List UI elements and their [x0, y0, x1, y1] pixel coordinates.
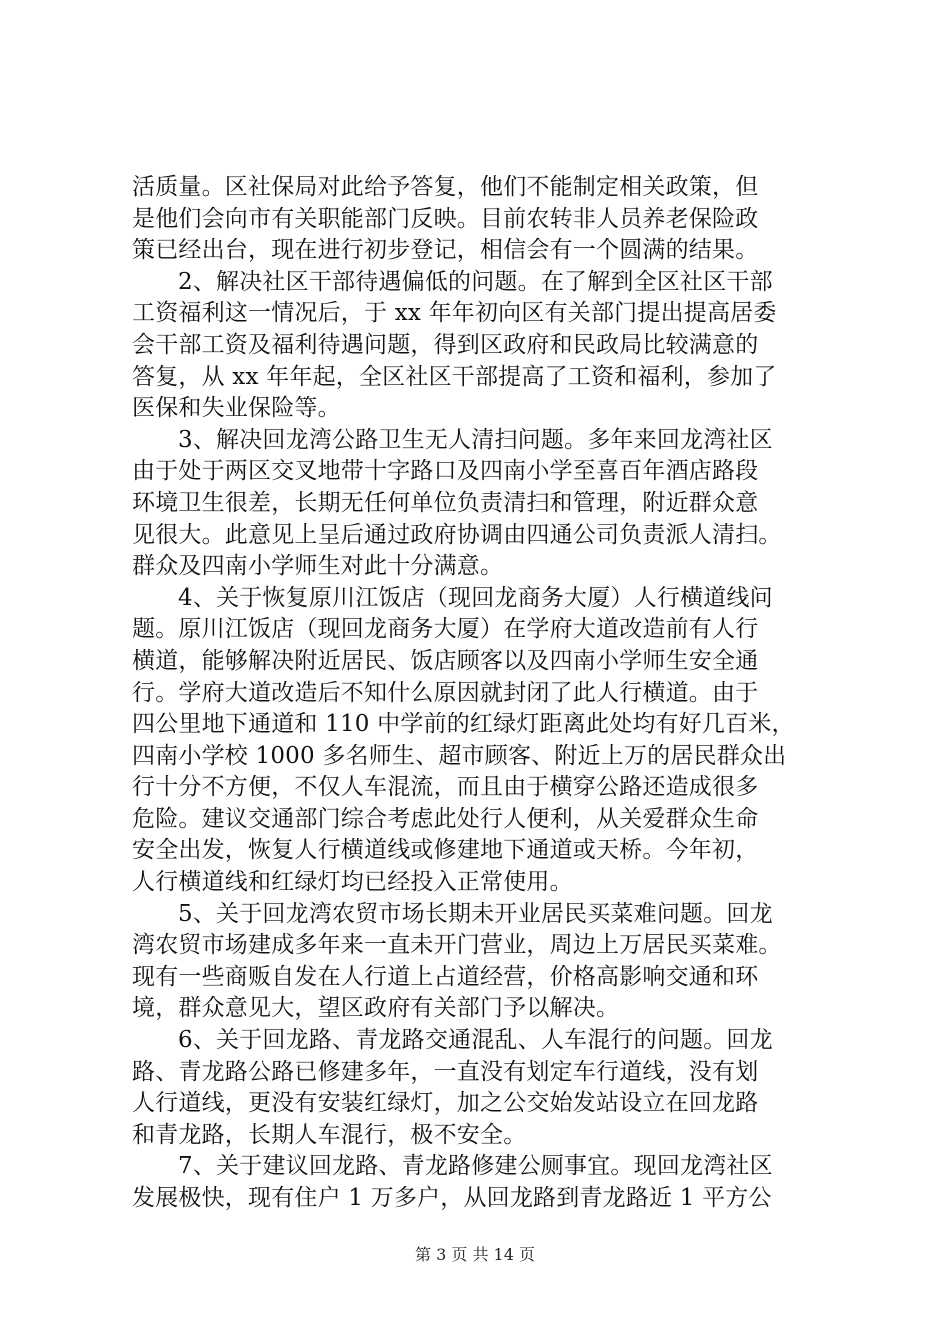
text-line: 人行横道线和红绿灯均已经投入正常使用。	[132, 869, 573, 896]
text-line: 现有一些商贩自发在人行道上占道经营，价格高影响交通和环	[132, 963, 759, 990]
paragraph-first-line: 4、关于恢复原川江饭店（现回龙商务大厦）人行横道线问	[178, 584, 773, 611]
text-line: 群众及四南小学师生对此十分满意。	[132, 553, 504, 580]
document-body	[132, 172, 832, 1215]
text-line: 四南小学校 1000 多名师生、超市顾客、附近上万的居民群众出	[132, 742, 787, 769]
text-line: 横道，能够解决附近居民、饭店顾客以及四南小学师生安全通	[132, 647, 759, 674]
text-line: 湾农贸市场建成多年来一直未开门营业，周边上万居民买菜难。	[132, 932, 782, 959]
paragraph-first-line: 7、关于建议回龙路、青龙路修建公厕事宜。现回龙湾社区	[178, 1153, 773, 1180]
text-line: 见很大。此意见上呈后通过政府协调由四通公司负责派人清扫。	[132, 521, 782, 548]
text-line: 会干部工资及福利待遇问题，得到区政府和民政局比较满意的	[132, 331, 759, 358]
page-footer: 第 3 页 共 14 页	[415, 1245, 535, 1264]
text-line: 行。学府大道改造后不知什么原因就封闭了此人行横道。由于	[132, 679, 759, 706]
text-line: 人行道线，更没有安装红绿灯，加之公交始发站设立在回龙路	[132, 1090, 759, 1117]
paragraph-first-line: 5、关于回龙湾农贸市场长期未开业居民买菜难问题。回龙	[178, 900, 773, 927]
text-line: 四公里地下通道和 110 中学前的红绿灯距离此处均有好几百米，	[132, 711, 795, 738]
text-line: 题。原川江饭店（现回龙商务大厦）在学府大道改造前有人行	[132, 616, 759, 643]
text-line: 工资福利这一情况后，于 xx 年年初向区有关部门提出提高居委	[132, 300, 777, 327]
text-line: 路、青龙路公路已修建多年，一直没有划定车行道线，没有划	[132, 1058, 759, 1085]
text-line: 境，群众意见大，望区政府有关部门予以解决。	[132, 995, 620, 1022]
text-line: 答复，从 xx 年年起，全区社区干部提高了工资和福利，参加了	[132, 363, 777, 390]
text-line: 和青龙路，长期人车混行，极不安全。	[132, 1121, 527, 1148]
paragraph-first-line: 3、解决回龙湾公路卫生无人清扫问题。多年来回龙湾社区	[178, 426, 773, 453]
text-line: 安全出发，恢复人行横道线或修建地下通道或天桥。今年初，	[132, 837, 759, 864]
text-line: 策已经出台，现在进行初步登记，相信会有一个圆满的结果。	[132, 237, 759, 264]
paragraph-first-line: 2、解决社区干部待遇偏低的问题。在了解到全区社区干部	[178, 268, 773, 295]
text-line: 活质量。区社保局对此给予答复，他们不能制定相关政策，但	[132, 174, 759, 200]
text-line: 医保和失业保险等。	[132, 395, 341, 422]
text-line: 环境卫生很差，长期无任何单位负责清扫和管理，附近群众意	[132, 489, 759, 516]
text-line: 危险。建议交通部门综合考虑此处行人便利，从关爱群众生命	[132, 805, 759, 832]
text-line: 发展极快，现有住户 1 万多户，从回龙路到青龙路近 1 平方公	[132, 1185, 772, 1211]
text-line: 是他们会向市有关职能部门反映。目前农转非人员养老保险政	[132, 205, 759, 232]
text-line: 行十分不方便，不仅人车混流，而且由于横穿公路还造成很多	[132, 774, 759, 801]
text-line: 由于处于两区交叉地带十字路口及四南小学至喜百年酒店路段	[132, 458, 759, 485]
paragraph-first-line: 6、关于回龙路、青龙路交通混乱、人车混行的问题。回龙	[178, 1027, 773, 1054]
